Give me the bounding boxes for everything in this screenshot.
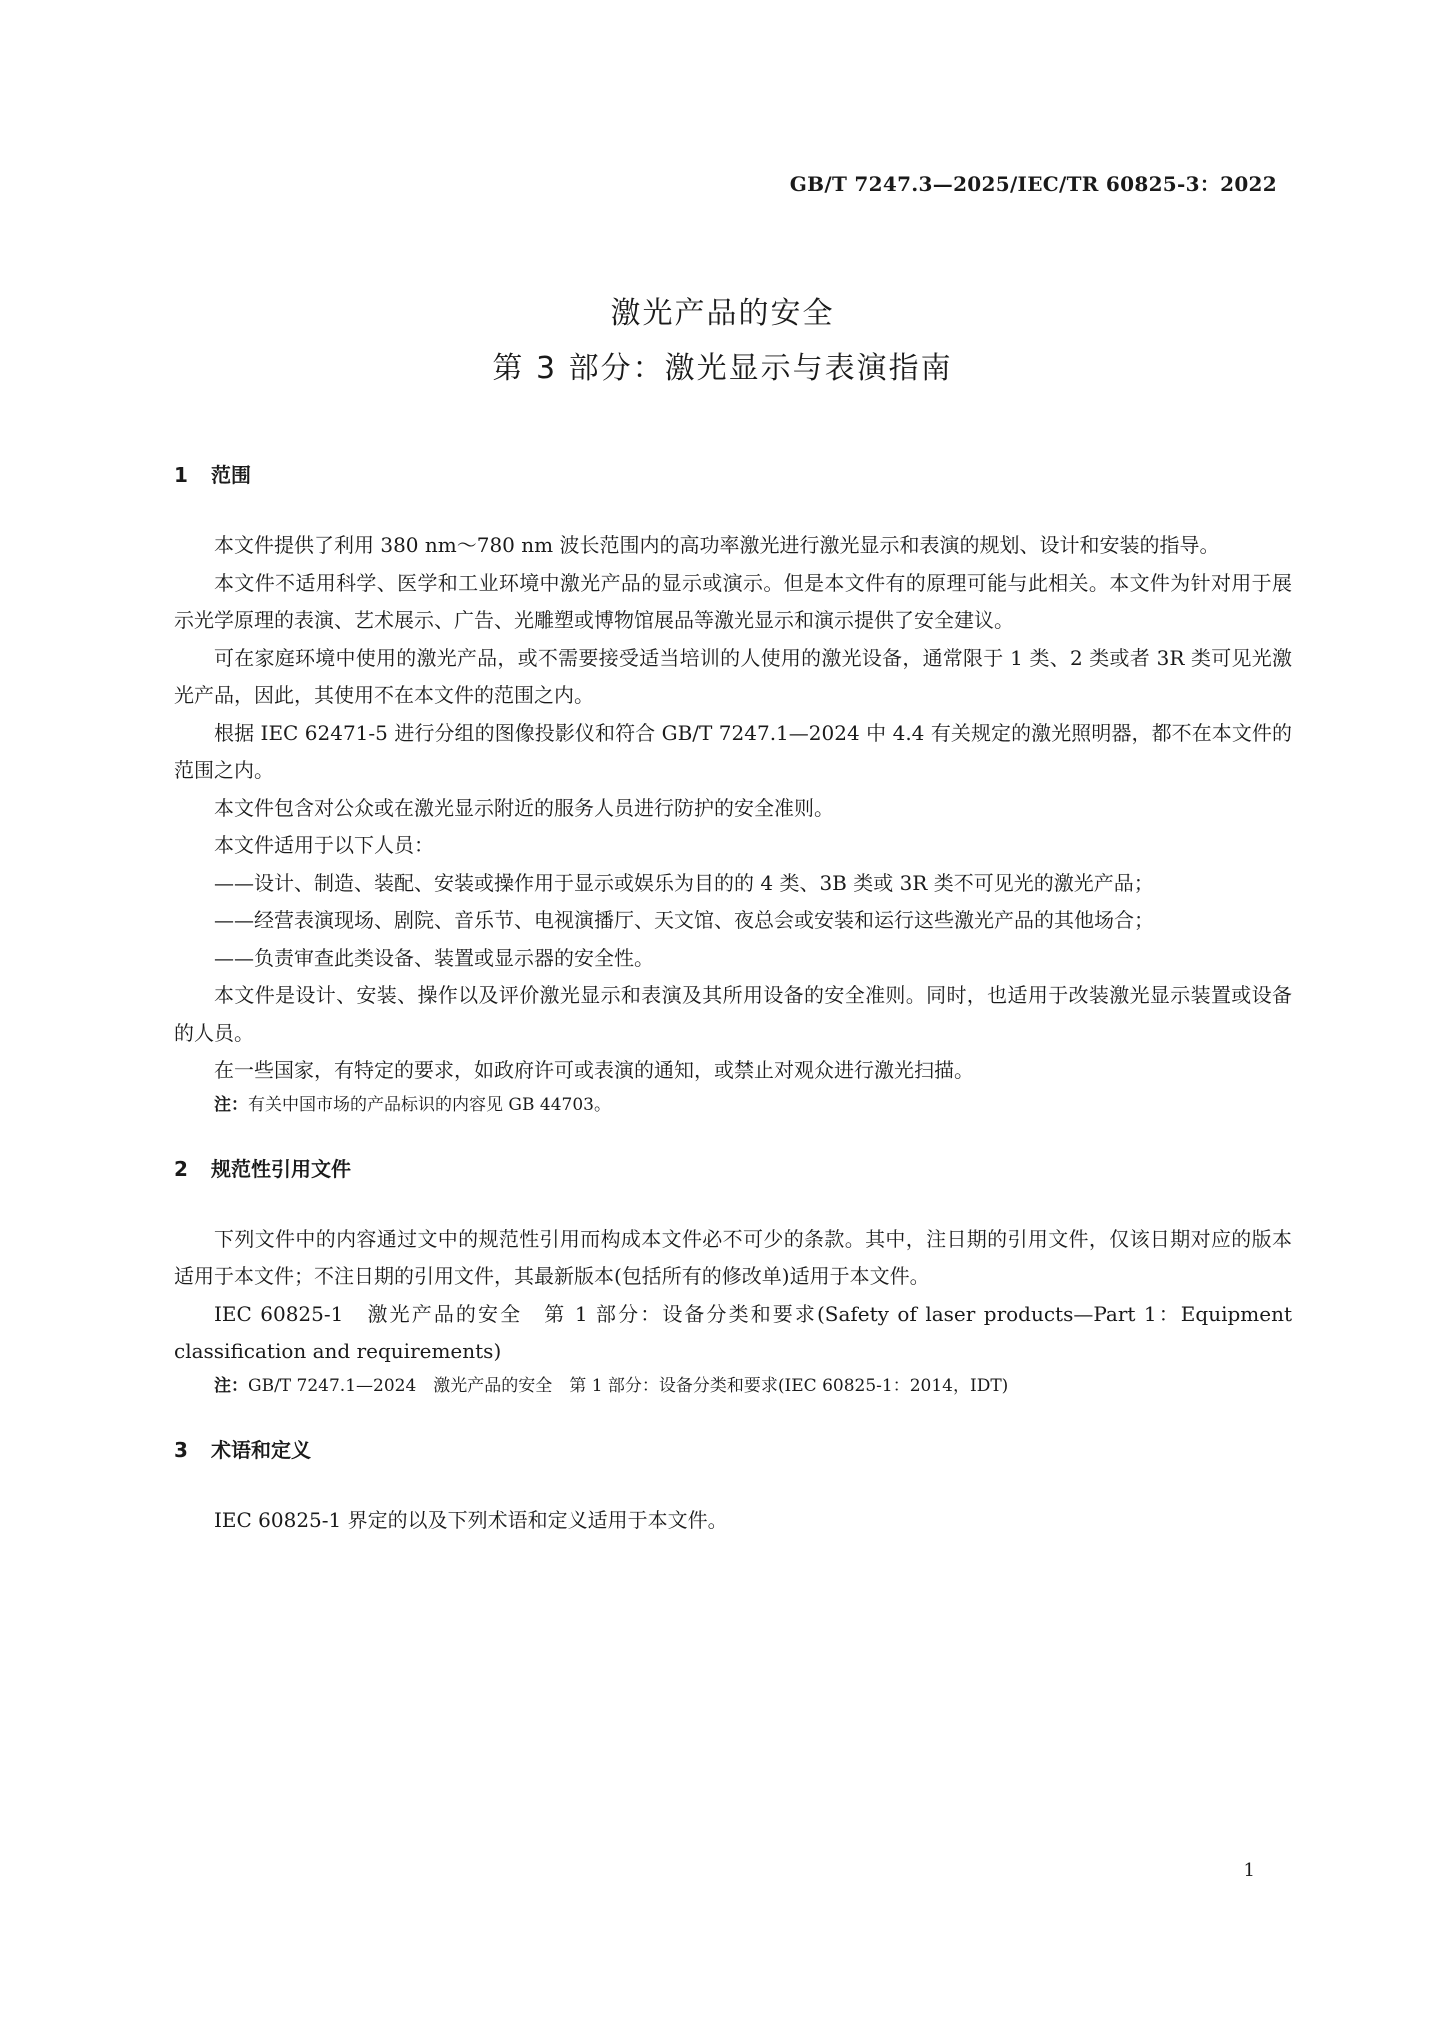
section-2-title: 规范性引用文件	[211, 1156, 351, 1181]
paragraph: IEC 60825-1 界定的以及下列术语和定义适用于本文件。	[214, 1507, 728, 1532]
note-label: 注：	[214, 1375, 248, 1396]
paragraph: 根据 IEC 62471-5 进行分组的图像投影仪和符合 GB/T 7247.1—2024 中 4.4 有关规定的激光照明器，都不在本文件的范围之内。	[174, 720, 1292, 782]
page-number: 1	[1243, 1860, 1255, 1881]
note-text: GB/T 7247.1—2024 激光产品的安全 第 1 部分：设备分类和要求(IEC 60825-1：2014，IDT)	[248, 1375, 1009, 1396]
paragraph: 可在家庭环境中使用的激光产品，或不需要接受适当培训的人使用的激光设备，通常限于 1 类、2 类或者 3R 类可见光激光产品，因此，其使用不在本文件的范围之内。	[174, 645, 1292, 707]
section-3-title: 术语和定义	[211, 1437, 311, 1462]
document-title	[0, 286, 1445, 396]
list-item: ——经营表演现场、剧院、音乐节、电视演播厅、天文馆、夜总会或安装和运行这些激光产品的其他场合；	[214, 908, 1154, 932]
paragraph: 下列文件中的内容通过文中的规范性引用而构成本文件必不可少的条款。其中，注日期的引用文件，仅该日期对应的版本适用于本文件；不注日期的引用文件，其最新版本(包括所有的修改单)适用于本文件。	[174, 1226, 1292, 1288]
normative-reference: IEC 60825-1 激光产品的安全 第 1 部分：设备分类和要求(Safety of laser products—Part 1：Equipment classification and requirements)	[174, 1301, 1292, 1363]
title-line-2: 第 3 部分：激光显示与表演指南	[492, 351, 953, 386]
document-body	[174, 460, 1292, 1539]
section-3-heading	[174, 1435, 1292, 1465]
section-2-note	[174, 1371, 1292, 1402]
paragraph: 在一些国家，有特定的要求，如政府许可或表演的通知，或禁止对观众进行激光扫描。	[214, 1058, 974, 1082]
section-2-number: 2	[174, 1156, 188, 1181]
standard-code: GB/T 7247.3—2025/IEC/TR 60825-3：2022	[789, 172, 1277, 196]
section-1-number: 1	[174, 463, 188, 487]
note-text: 有关中国市场的产品标识的内容见 GB 44703。	[248, 1094, 611, 1115]
section-1-title: 范围	[211, 463, 251, 487]
title-line-1: 激光产品的安全	[610, 296, 835, 331]
paragraph: 本文件提供了利用 380 nm～780 nm 波长范围内的高功率激光进行激光显示和表演的规划、设计和安装的指导。	[214, 533, 1220, 557]
list-item: ——设计、制造、装配、安装或操作用于显示或娱乐为目的的 4 类、3B 类或 3R 类不可见光的激光产品；	[214, 870, 1154, 895]
section-3-number: 3	[174, 1437, 188, 1462]
note-label: 注：	[214, 1094, 248, 1115]
paragraph: 本文件不适用科学、医学和工业环境中激光产品的显示或演示。但是本文件有的原理可能与此相关。本文件为针对用于展示光学原理的表演、艺术展示、广告、光雕塑或博物馆展品等激光显示和演示提供了安全建议。	[174, 570, 1292, 632]
section-1-heading	[174, 460, 1292, 490]
paragraph: 本文件适用于以下人员：	[214, 833, 434, 857]
list-item: ——负责审查此类设备、装置或显示器的安全性。	[214, 945, 654, 970]
paragraph: 本文件是设计、安装、操作以及评价激光显示和表演及其所用设备的安全准则。同时，也适用于改装激光显示装置或设备的人员。	[174, 983, 1292, 1045]
paragraph: 本文件包含对公众或在激光显示附近的服务人员进行防护的安全准则。	[214, 795, 834, 820]
section-1-note	[174, 1090, 1292, 1121]
section-2-heading	[174, 1154, 1292, 1184]
